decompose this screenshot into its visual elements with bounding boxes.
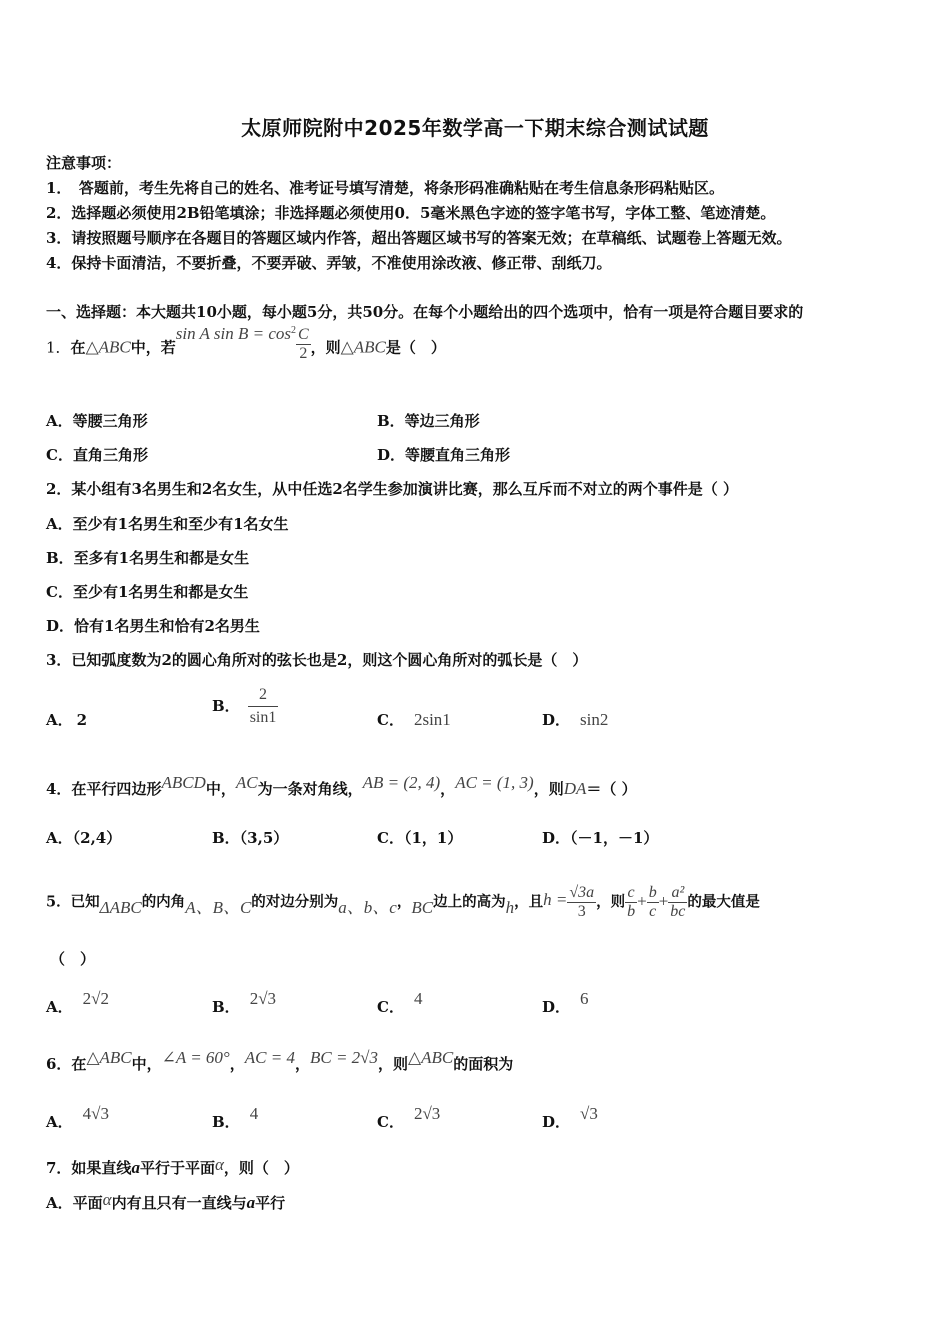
q5-option-a[interactable]: A． 2√2 [46, 989, 109, 1016]
q5-fraction-1: $\frac{c}{b}$ [627, 884, 636, 920]
q5-option-d[interactable]: D． 6 [542, 989, 589, 1016]
q1-equation: sin A $\sin B = \cos^2$ [175, 323, 296, 343]
question-1-stem: 1．在△ABC中，若sin A $\sin B = \cos^2$ $\frac{C}{2}$ ，则△ABC是（ ） [46, 323, 446, 362]
page-title: 太原师院附中2025年数学高一下期末综合测试试题 [241, 116, 709, 140]
q5-option-c[interactable]: C． 4 [377, 989, 423, 1016]
q2-option-a[interactable]: A．至少有1名男生和至少有1名女生 [46, 515, 289, 533]
q2-option-c[interactable]: C．至少有1名男生和都是女生 [46, 583, 249, 601]
q6-option-a[interactable]: A． 4√3 [46, 1104, 109, 1131]
q3-option-c[interactable]: C． 2sin1 [377, 710, 451, 729]
question-3-stem: 3．已知弧度数为2的圆心角所对的弦长也是2，则这个圆心角所对的弧长是（ ） [46, 651, 588, 669]
q4-vector-da: DA [563, 779, 587, 798]
q4-vector-ab: AB = (2, 4) [362, 773, 441, 792]
q1-option-d[interactable]: D．等腰直角三角形 [377, 446, 511, 464]
q5-paren: （ ） [50, 950, 96, 968]
q1-text: 中，若 [130, 338, 176, 357]
q5-h-fraction: $\frac{√3a}{3}$ [569, 884, 595, 920]
q6-option-b[interactable]: B． 4 [212, 1104, 259, 1131]
q3-b-fraction: $\frac{2}{\sin 1}$ [249, 686, 277, 726]
q1-option-a[interactable]: A．等腰三角形 [46, 412, 148, 430]
q3-option-b[interactable]: B． $\frac{2}{\sin 1}$ [212, 684, 278, 729]
q5-option-b[interactable]: B． 2√3 [212, 989, 277, 1016]
q1-number: 1． [46, 338, 71, 357]
q1-triangle: △ABC [85, 337, 131, 357]
q5-fraction-3: $\frac{\text{a²}}{bc}$ [670, 884, 686, 920]
question-6-stem: 6．在△ABC中，∠A = 60°，AC = 4，BC = 2√3，则△ABC的面积为 [46, 1048, 514, 1073]
q3-option-d[interactable]: D． sin2 [542, 710, 609, 729]
q5-fraction-2: $\frac{b}{c}$ [648, 884, 657, 920]
q4-option-b[interactable]: B．（3,5） [212, 829, 289, 847]
q7-option-a[interactable]: A．平面α内有且只有一直线与a平行 [46, 1190, 286, 1212]
q3-option-a[interactable]: A． 2 [46, 711, 88, 729]
q2-option-d[interactable]: D．恰有1名男生和恰有2名男生 [46, 617, 260, 635]
section-heading: 一、选择题：本大题共10小题，每小题5分，共50分。在每个小题给出的四个选项中，恰有一项是符合题目要求的 [46, 303, 804, 321]
question-2-stem: 2．某小组有3名男生和2名女生，从中任选2名学生参加演讲比赛，那么互斥而不对立的两个事件是（ ） [46, 480, 738, 498]
question-4-stem: 4．在平行四边形ABCD中，AC为一条对角线，AB = (2, 4)，AC = (1, 3)，则DA＝（ ） [46, 773, 637, 798]
q6-option-c[interactable]: C． 2√3 [377, 1104, 441, 1131]
q4-vector-ac: AC = (1, 3) [455, 773, 534, 792]
q2-option-b[interactable]: B．至多有1名男生和都是女生 [46, 549, 250, 567]
notice-item-2: 2．选择题必须使用2B铅笔填涂；非选择题必须使用0．5毫米黑色字迹的签字笔书写，字体工整、笔迹清楚。 [46, 204, 776, 222]
question-5-stem: 5．已知ΔABC的内角A、B、C的对边分别为a、b、c，BC边上的高为h，且h = $\frac{√3a}{3}$ ，则 $\frac{c}{b}$ + $\frac{b}{c}$ + $\frac{\text{a²}}{bc}$ 的最大值是 [46, 884, 760, 920]
q6-option-d[interactable]: D． √3 [542, 1104, 598, 1131]
q1-option-c[interactable]: C．直角三角形 [46, 446, 148, 464]
q4-option-a[interactable]: A．（2,4） [46, 829, 122, 847]
q1-option-b[interactable]: B．等边三角形 [377, 412, 480, 430]
notice-item-1: 1． 答题前，考生先将自己的姓名、准考证号填写清楚，将条形码准确粘贴在考生信息条形码粘贴区。 [46, 179, 724, 197]
q4-option-c[interactable]: C．（1，1） [377, 829, 463, 847]
notice-item-3: 3．请按照题号顺序在各题目的答题区域内作答，超出答题区域书写的答案无效；在草稿纸、试题卷上答题无效。 [46, 229, 792, 247]
question-7-stem: 7．如果直线a平行于平面α，则（ ） [46, 1155, 299, 1177]
q1-fraction: $\frac{C}{2}$ [297, 326, 309, 362]
q1-text: 在 [70, 338, 86, 357]
q4-option-d[interactable]: D．（－1，－1） [542, 829, 659, 847]
notice-heading: 注意事项： [46, 154, 122, 172]
notice-item-4: 4．保持卡面清洁，不要折叠，不要弄破、弄皱，不准使用涂改液、修正带、刮纸刀。 [46, 254, 612, 272]
q1-triangle: △ABC [340, 337, 386, 357]
